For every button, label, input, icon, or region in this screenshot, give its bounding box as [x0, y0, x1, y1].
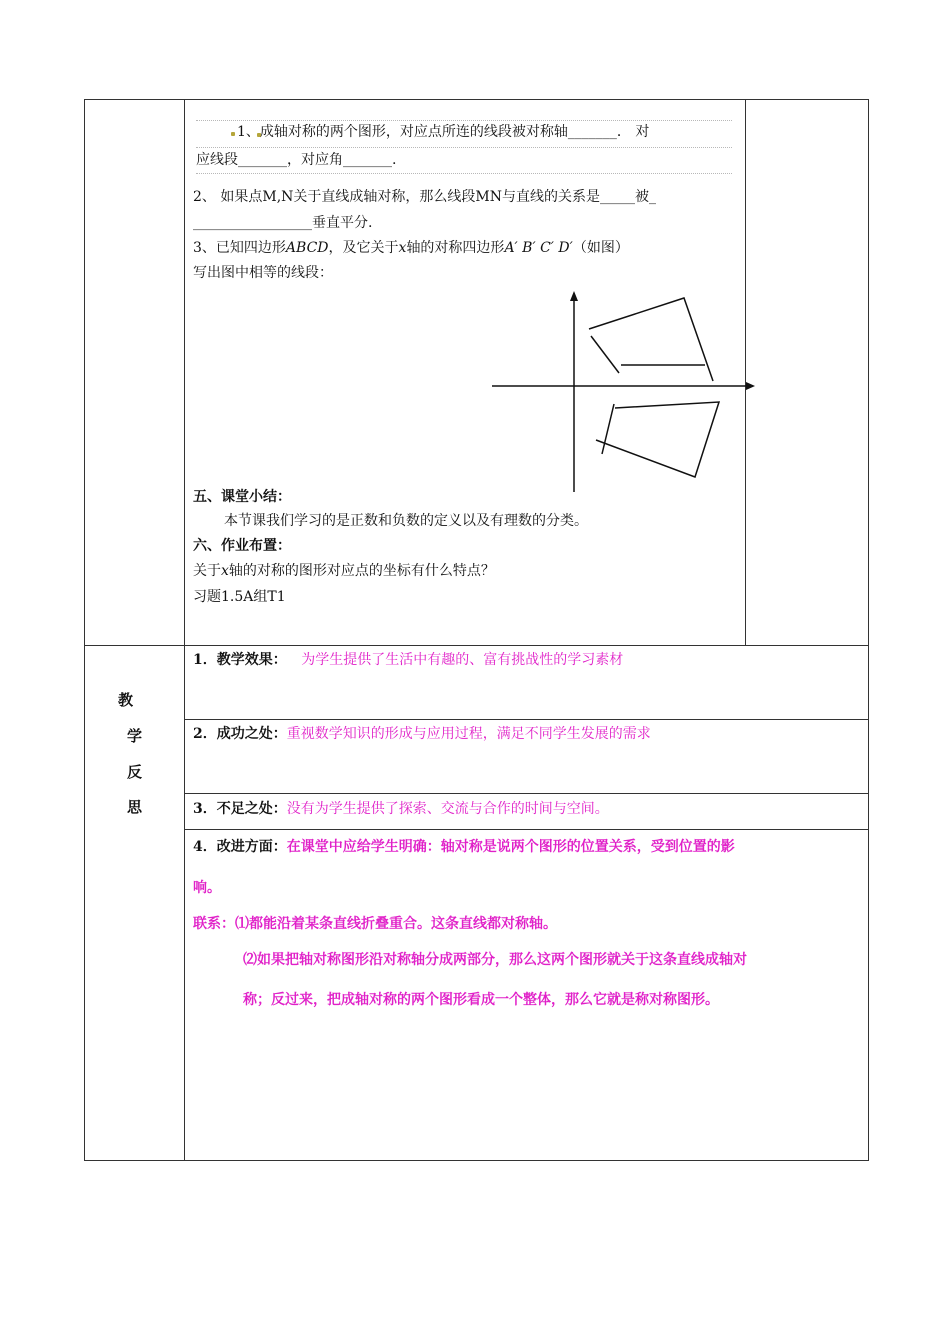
- q3-abcd: ABCD: [285, 240, 329, 256]
- question-2-line-1: 2、 如果点M,N关于直线成轴对称，那么线段MN与直线的关系是_____被_: [193, 189, 656, 205]
- link-line-3: 称；反过来，把成轴对称的两个图形看成一个整体，那么它就是称对称图形。: [243, 992, 719, 1008]
- section-divider: [84, 645, 869, 646]
- success-label: 2．成功之处：: [193, 726, 287, 742]
- dotted-rule: [196, 147, 732, 148]
- row-divider-3: [184, 829, 869, 830]
- summary-heading: 五、课堂小结：: [193, 489, 291, 505]
- q3-x: x: [398, 240, 407, 256]
- question-3-line-2: 写出图中相等的线段：: [193, 265, 333, 281]
- side-label-char: 思: [127, 798, 143, 816]
- row-divider-2: [184, 793, 869, 794]
- y-axis-arrow: [570, 291, 578, 301]
- q3-suffix: （如图）: [572, 240, 629, 256]
- q3-prime: A′ B′ C′ D′: [504, 240, 573, 256]
- hw-q-pre: 关于: [193, 563, 221, 579]
- side-label-char: 学: [127, 727, 143, 745]
- side-label-char: 反: [127, 763, 143, 781]
- effect-text: 为学生提供了生活中有趣的、富有挑战性的学习素材: [301, 652, 624, 668]
- q3-mid2: 轴的对称四边形: [406, 240, 505, 256]
- q3-mid: ，及它关于: [328, 240, 399, 256]
- homework-heading: 六、作业布置：: [193, 538, 291, 554]
- success-text: 重视数学知识的形成与应用过程，满足不同学生发展的需求: [286, 726, 651, 742]
- dotted-rule: [196, 120, 732, 121]
- dotted-rule: [196, 173, 732, 174]
- shortfall-row: [193, 799, 609, 819]
- table-right-border: [868, 99, 869, 1161]
- question-1-line-1: 1、成轴对称的两个图形，对应点所连的线段被对称轴_______． 对: [237, 124, 650, 140]
- x-axis-arrow: [746, 382, 755, 390]
- effect-row: [193, 650, 623, 670]
- effect-label: 1．教学效果：: [193, 652, 287, 668]
- column-divider-left: [184, 99, 185, 1161]
- improve-label: 4．改进方面：: [193, 839, 287, 855]
- shortfall-label: 3．不足之处：: [193, 801, 287, 817]
- shortfall-text: 没有为学生提供了探索、交流与合作的时间与空间。: [286, 801, 609, 817]
- quadrilateral-image: [596, 402, 719, 477]
- improve-line-2: 响。: [193, 880, 221, 896]
- improve-text: 在课堂中应给学生明确：轴对称是说两个图形的位置关系，受到位置的影: [286, 839, 735, 855]
- quadrilateral-abcd: [589, 298, 713, 381]
- table-top-border: [84, 99, 869, 100]
- improve-line-1: [193, 837, 735, 857]
- row-divider-1: [184, 719, 869, 720]
- hw-q-x: x: [221, 563, 229, 579]
- quadrilateral-abcd-side: [591, 336, 619, 373]
- marker-dot: [231, 132, 235, 136]
- q3-prefix: 3、已知四边形: [193, 240, 286, 256]
- homework-question: [193, 561, 495, 581]
- side-label-char: 教: [118, 691, 134, 709]
- question-3-line-1: [193, 238, 629, 258]
- link-line-1: 联系：⑴都能沿着某条直线折叠重合。这条直线都对称轴。: [193, 916, 557, 932]
- summary-text: 本节课我们学习的是正数和负数的定义以及有理数的分类。: [224, 513, 588, 529]
- success-row: [193, 724, 651, 744]
- symmetry-figure: [485, 285, 760, 495]
- hw-q-post: 轴的对称的图形对应点的坐标有什么特点？: [228, 563, 495, 579]
- question-1-line-2: 应线段_______，对应角_______.: [196, 152, 397, 168]
- link-line-2: ⑵如果把轴对称图形沿对称轴分成两部分，那么这两个图形就关于这条直线成轴对: [243, 952, 747, 968]
- table-bottom-border: [84, 1160, 869, 1161]
- question-2-line-2: _________________垂直平分.: [193, 215, 373, 231]
- table-left-border: [84, 99, 85, 1161]
- homework-exercise: 习题1.5A组T1: [193, 589, 286, 605]
